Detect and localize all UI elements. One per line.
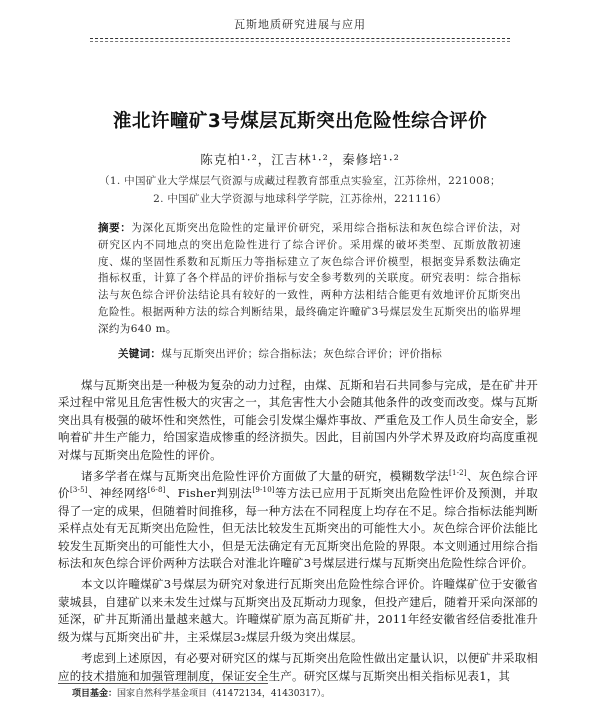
running-header: 瓦斯地质研究进展与应用 xyxy=(234,18,366,31)
abstract-label: 摘要： xyxy=(98,222,132,234)
footnote-funding xyxy=(72,686,532,699)
abstract-text: 为深化瓦斯突出危险性的定量评价研究，采用综合指标法和灰色综合评价法，对研究区内不同地点的突出危险性进行了综合评价。采用煤的破坏类型、瓦斯放散初速度、煤的坚固性系数和瓦斯压力等指标建立了灰色综合评价模型，根据变异系数法确定指标权重，计算了各个样品的评价指标与安全参考数列的关联度。研究表明：综合指标法与灰色综合评价法结论具有较好的一致性，两种方法相结合能更有效地评价瓦斯突出危险性。根据两种方法的综合判断结果，最终确定许疃矿3号煤层发生瓦斯突出的临界埋深约为640 m。 xyxy=(98,222,522,335)
keywords xyxy=(118,346,528,361)
footnote-rule xyxy=(58,683,268,684)
citation: [9-10] xyxy=(252,486,275,495)
citation: [6-8] xyxy=(147,486,166,495)
header-rule xyxy=(90,38,510,39)
affiliation-2: 2. 中国矿业大学资源与地球科学学院，江苏徐州，221116） xyxy=(153,193,447,205)
body-paragraph-4: 考虑到上述原因，有必要对研究区的煤与瓦斯突出危险性做出定量认识，以便矿井采取相应的技术措施和加强管理制度，保证安全生产。研究区煤与瓦斯突出相关指标见表1，其 xyxy=(58,651,538,683)
footnote-text: 国家自然科学基金项目（41472134，41430317）。 xyxy=(117,689,331,699)
citation: [1-2] xyxy=(449,469,467,478)
paper-authors: 陈克柏¹·²，江吉林¹·²，秦修培¹·² xyxy=(200,152,400,167)
abstract xyxy=(98,220,521,338)
keywords-label: 关键词： xyxy=(118,348,162,360)
body-paragraph-3: 本文以许疃煤矿3号煤层为研究对象进行瓦斯突出危险性综合评价。许疃煤矿位于安徽省蒙城县，自建矿以来未发生过煤与瓦斯突出及瓦斯动力现象，但投产建后，随着开采向深部的延深，矿井瓦斯涌出量越来越大。许疃煤矿原为高瓦斯矿井，2011年经安徽省经信委批准升级为煤与瓦斯突出矿井，主采煤层3₂煤层升级为突出煤层。 xyxy=(58,577,538,644)
body-text xyxy=(58,377,538,689)
body-paragraph-1: 煤与瓦斯突出是一种极为复杂的动力过程，由煤、瓦斯和岩石共同参与完成，是在矿井开采过程中常见且危害性极大的灾害之一，其危害性大小会随其他条件的改变而改变。煤与瓦斯突出具有极强的破坏性和突然性，可能会引发煤尘爆炸事故、严重危及工作人员生命安全，影响着矿井生产能力，给国家造成惨重的经济损失。因此，目前国内外学术界及政府均高度重视对煤与瓦斯突出危险性的评价。 xyxy=(58,378,538,462)
keywords-text: 煤与瓦斯突出评价；综合指标法；灰色综合评价；评价指标 xyxy=(161,348,443,360)
citation: [3-5] xyxy=(69,486,88,495)
affiliation-1: （1. 中国矿业大学煤层气资源与成藏过程教育部重点实验室，江苏徐州，221008； xyxy=(99,175,501,187)
header-rule-secondary xyxy=(90,41,510,42)
paper-title: 淮北许疃矿3号煤层瓦斯突出危险性综合评价 xyxy=(112,111,488,132)
footnote-label: 项目基金： xyxy=(72,689,118,699)
body-paragraph-2: 诸多学者在煤与瓦斯突出危险性评价方面做了大量的研究，模糊数学法[1-2]、灰色综合评价[3-5]、神经网络[6-8]、Fisher判别法[9-10]等方法已应用于瓦斯突出危险性评价及预测，并取得了一定的成果，但随着时间推移，每一种方法在不同程度上均存在不足。综合指标法能判断采样点处有无瓦斯突出危险性，但无法比较发生瓦斯突出的可能性大小。灰色综合评价法能比较发生瓦斯突出的可能性大小，但是无法确定有无瓦斯突出危险的界限。本文则通过用综合指标法和灰色综合评价两种方法联合对淮北许疃矿3号煤层进行煤与瓦斯突出危险性综合评价。 xyxy=(58,469,538,571)
